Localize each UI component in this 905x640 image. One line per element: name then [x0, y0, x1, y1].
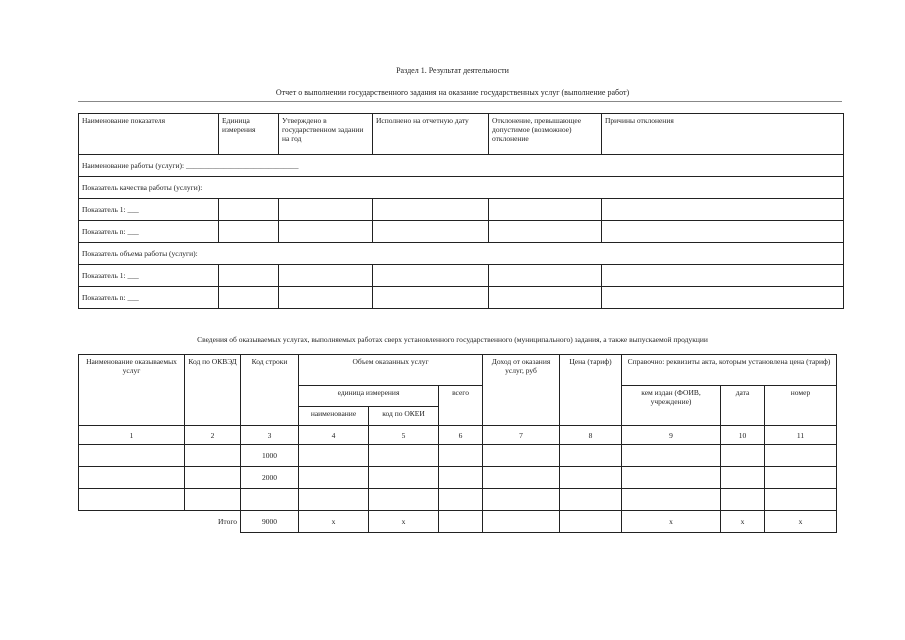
col-number: 10	[721, 426, 765, 445]
col-number: 9	[622, 426, 721, 445]
col-number: 8	[560, 426, 622, 445]
quality-header-cell: Показатель качества работы (услуги):	[79, 177, 844, 199]
col-number: 1	[79, 426, 185, 445]
col-number: 2	[185, 426, 241, 445]
header-approved: Утверждено в государственном задании на год	[279, 114, 373, 155]
quality-indicator-1: Показатель 1: ___	[79, 199, 219, 221]
total-c10: х	[721, 511, 765, 533]
header-price: Цена (тариф)	[560, 355, 622, 426]
volume-indicator-1: Показатель 1: ___	[79, 265, 219, 287]
header-reference: Справочно: реквизиты акта, которым установлена цена (тариф)	[622, 355, 837, 386]
header-date: дата	[721, 386, 765, 426]
table-header-row	[79, 355, 837, 386]
volume-header-row	[79, 243, 844, 265]
volume-header-cell: Показатель объема работы (услуги):	[79, 243, 844, 265]
table-header-row	[79, 114, 844, 155]
total-c4: х	[299, 511, 369, 533]
table-row	[79, 265, 844, 287]
services-caption: Сведения об оказываемых услугах, выполняемых работах сверх установленного государственного (муниципального) задания, а также выпускаемой продукции	[197, 335, 708, 344]
header-deviation-reasons: Причины отклонения	[602, 114, 844, 155]
section-title: Раздел 1. Результат деятельности	[396, 66, 509, 75]
col-number: 5	[369, 426, 439, 445]
total-c11: х	[765, 511, 837, 533]
work-name-cell: Наименование работы (услуги): ______________________________	[79, 155, 844, 177]
col-number: 4	[299, 426, 369, 445]
total-c9: х	[622, 511, 721, 533]
header-indicator-name: Наименование показателя	[79, 114, 219, 155]
header-income: Доход от оказания услуг, руб	[483, 355, 560, 426]
row-code	[241, 489, 299, 511]
column-numbers-row	[79, 426, 837, 445]
header-deviation: Отклонение, превышающее допустимое (возможное) отклонение	[489, 114, 602, 155]
row-code: 2000	[241, 467, 299, 489]
col-number: 7	[483, 426, 560, 445]
table-row	[79, 221, 844, 243]
total-c5: х	[369, 511, 439, 533]
header-service-name: Наименование оказываемых услуг	[79, 355, 185, 426]
divider	[78, 101, 842, 102]
header-unit-name: наименование	[299, 407, 369, 426]
table-row	[79, 467, 837, 489]
row-code: 1000	[241, 445, 299, 467]
total-code: 9000	[241, 511, 299, 533]
quality-indicator-n: Показатель n: ___	[79, 221, 219, 243]
execution-report-table	[78, 113, 844, 309]
quality-header-row	[79, 177, 844, 199]
table-row	[79, 445, 837, 467]
header-okved: Код по ОКВЭД	[185, 355, 241, 426]
col-number: 3	[241, 426, 299, 445]
services-table	[78, 354, 837, 533]
volume-indicator-n: Показатель n: ___	[79, 287, 219, 309]
header-number: номер	[765, 386, 837, 426]
header-issuer: кем издан (ФОИВ, учреждение)	[622, 386, 721, 426]
report-title: Отчет о выполнении государственного задания на оказание государственных услуг (выполнение работ)	[275, 88, 630, 97]
total-row	[79, 511, 837, 533]
header-unit: единица измерения	[299, 386, 439, 407]
col-number: 6	[439, 426, 483, 445]
header-unit: Единица измерения	[219, 114, 279, 155]
total-label: Итого	[79, 511, 241, 533]
header-row-code: Код строки	[241, 355, 299, 426]
header-unit-code: код по ОКЕИ	[369, 407, 439, 426]
col-number: 11	[765, 426, 837, 445]
table-row	[79, 489, 837, 511]
header-volume: Объем оказанных услуг	[299, 355, 483, 386]
table-row	[79, 287, 844, 309]
header-executed: Исполнено на отчетную дату	[373, 114, 489, 155]
work-name-row	[79, 155, 844, 177]
header-total: всего	[439, 386, 483, 426]
table-row	[79, 199, 844, 221]
